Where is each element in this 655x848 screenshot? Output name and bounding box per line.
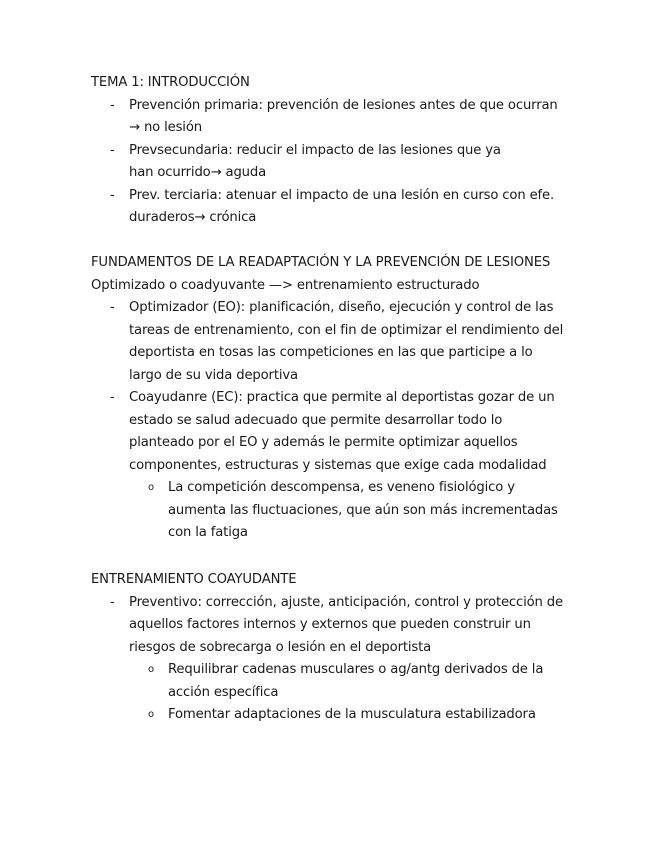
- sub-list-item-text: Requilibrar cadenas musculares o ag/antg derivados de la acción específica: [168, 662, 544, 700]
- circle-bullet: o: [148, 664, 154, 675]
- sub-list-item-text: La competición descompensa, es veneno fisiológico y aumenta las fluctuaciones, que aún son más incrementadas con la fatiga: [168, 480, 558, 540]
- section-entrenamiento-coayudante: [91, 569, 571, 727]
- list-item-text: Prevención primaria: prevención de lesiones antes de que ocurran → no lesión: [129, 97, 558, 135]
- section-heading: ENTRENAMIENTO COAYUDANTE: [91, 572, 297, 587]
- sub-list-item: [91, 704, 628, 727]
- list-item-text: Preventivo: corrección, ajuste, anticipación, control y protección de aquellos factores internos y externos que pueden construir un riesgos de sobrecarga o lesión en el deportista: [129, 594, 563, 655]
- circle-bullet: o: [148, 709, 154, 720]
- section-introduccion: [91, 72, 571, 230]
- list-item: [91, 185, 569, 230]
- sub-list-item: [91, 659, 558, 704]
- sub-list-item-text: Fomentar adaptaciones de la musculatura estabilizadora: [168, 707, 536, 722]
- list-item-text: Optimizador (EO): planificación, diseño, ejecución y control de las tareas de entrenamiento, con el fin de optimizar el rendimiento del deportista en tosas las competiciones en las que participe a lo largo de su vida deportiva: [129, 300, 564, 383]
- section-fundamentos: [91, 252, 571, 545]
- list-item-text: Prevsecundaria: reducir el impacto de las lesiones que ya han ocurrido→ aguda: [129, 142, 501, 180]
- sub-list-item: [91, 477, 568, 545]
- section-heading: FUNDAMENTOS DE LA READAPTACIÓN Y LA PREVENCIÓN DE LESIONES: [91, 255, 551, 270]
- section-intro: Optimizado o coadyuvante —> entrenamiento estructurado: [91, 277, 480, 293]
- circle-bullet: o: [148, 482, 154, 493]
- list-item: [91, 95, 571, 140]
- list-item: [91, 297, 567, 387]
- dash-bullet: -: [110, 300, 115, 315]
- dash-bullet: -: [110, 187, 115, 203]
- list-item: [91, 387, 567, 477]
- dash-bullet: -: [110, 97, 115, 113]
- section-heading: TEMA 1: INTRODUCCIÓN: [91, 75, 250, 90]
- list-item: [91, 592, 567, 660]
- list-item-text: Prev. terciaria: atenuar el impacto de una lesión en curso con efe. duraderos→ crónica: [129, 187, 555, 225]
- dash-bullet: -: [110, 594, 115, 610]
- list-item: [91, 140, 529, 185]
- dash-bullet: -: [110, 142, 115, 158]
- dash-bullet: -: [110, 390, 115, 405]
- list-item-text: Coayudanre (EC): practica que permite al deportistas gozar de un estado se salud adecuado que permite desarrollar todo lo planteado por el EO y además le permite optimizar aquellos componentes, estructuras y sistemas que exige cada modalidad: [129, 390, 555, 473]
